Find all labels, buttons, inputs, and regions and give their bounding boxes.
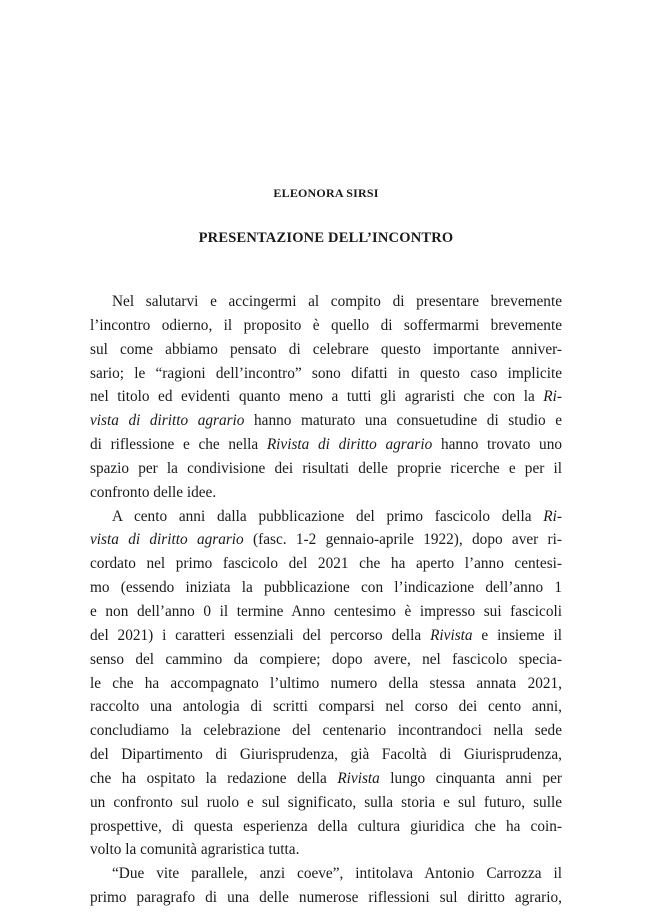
text-line (90, 481, 562, 505)
text-segment: (fasc. 1-2 gennaio-aprile 1922), dopo aver ri- (243, 531, 562, 549)
text-line (90, 672, 562, 696)
text-line (90, 433, 562, 457)
text-line (90, 505, 562, 529)
text-segment: e insieme il (472, 626, 562, 644)
text-line (90, 648, 562, 672)
text-segment: un confronto sul ruolo e sul significato, sulla storia e sul futuro, sulle (90, 793, 562, 811)
text-segment: confronto delle idee. (90, 483, 217, 501)
text-segment: primo paragrafo di una delle numerose riflessioni sul diritto agrario, (90, 889, 562, 907)
text-line (90, 552, 562, 576)
italic-text: Rivista di diritto agrario (266, 436, 433, 454)
text-segment: Nel salutarvi e accingermi al compito di presentare brevemente (112, 293, 562, 310)
text-line (90, 862, 562, 886)
author-name: ELEONORA SIRSI (273, 186, 379, 200)
text-segment: hanno maturato una consuetudine di studio e (244, 412, 563, 430)
italic-text: Rivista (337, 769, 380, 787)
text-segment: e non dell’anno 0 il termine Anno centesimo è impresso sui fascicoli (90, 602, 562, 620)
text-line (90, 290, 562, 314)
text-segment: prospettive, di questa esperienza della cultura giuridica che ha coin- (90, 817, 562, 835)
italic-text: Rivista (430, 626, 473, 644)
text-segment: senso del cammino da compiere; dopo avere, nel fascicolo specia- (90, 650, 562, 668)
text-line (90, 528, 562, 552)
text-line (90, 743, 562, 767)
italic-text: vista di diritto agrario (90, 412, 245, 430)
text-line (90, 600, 562, 624)
text-segment: raccolto una antologia di scritti comparsi nel corso dei cento anni, (90, 698, 562, 716)
text-segment: lungo cinquanta anni per (379, 769, 562, 787)
document-page (90, 0, 562, 917)
text-segment: spazio per la condivisione dei risultati delle proprie ricerche e per il (90, 459, 562, 477)
text-segment: hanno trovato uno (432, 436, 562, 454)
italic-text: vista di diritto agrario (90, 531, 244, 549)
text-line (90, 338, 562, 362)
text-line (90, 576, 562, 600)
text-line (90, 791, 562, 815)
text-segment: cordato nel primo fascicolo del 2021 che ha aperto l’anno centesi- (90, 555, 562, 573)
text-segment: le che ha accompagnato l’ultimo numero della stessa annata 2021, (90, 674, 562, 692)
text-line (90, 815, 562, 839)
text-line (90, 409, 562, 433)
text-line (90, 719, 562, 743)
text-segment: concludiamo la celebrazione del centenario incontrandoci nella sede (90, 722, 562, 740)
text-line (90, 457, 562, 481)
text-segment: l’incontro odierno, il proposito è quello di soffermarmi brevemente (90, 316, 562, 334)
text-segment: sul come abbiamo pensato di celebrare questo importante anniver- (90, 340, 562, 358)
text-segment: volto la comunità agraristica tutta. (90, 841, 300, 859)
text-segment: nel titolo ed evidenti quanto meno a tutti gli agraristi che con la (90, 388, 544, 406)
text-line (90, 838, 562, 862)
text-line (90, 886, 562, 910)
body-text (90, 290, 562, 910)
italic-text: Ri- (543, 507, 562, 525)
text-line (90, 624, 562, 648)
text-line (90, 362, 562, 386)
text-segment: mo (essendo iniziata la pubblicazione con l’indicazione dell’anno 1 (90, 579, 562, 597)
text-segment: “Due vite parallele, anzi coeve”, intitolava Antonio Carrozza il (112, 865, 562, 883)
text-segment: sario; le “ragioni dell’incontro” sono difatti in questo caso implicite (90, 364, 562, 382)
text-segment: A cento anni dalla pubblicazione del primo fascicolo della (112, 507, 544, 525)
text-segment: del 2021) i caratteri essenziali del percorso della (90, 626, 431, 644)
italic-text: Ri- (543, 388, 562, 406)
text-line (90, 385, 562, 409)
article-title: PRESENTAZIONE DELL’INCONTRO (198, 230, 454, 246)
text-segment: che ha ospitato la redazione della (90, 769, 338, 787)
text-line (90, 695, 562, 719)
text-line (90, 767, 562, 791)
text-segment: di riflessione e che nella (90, 436, 267, 454)
text-segment: del Dipartimento di Giurisprudenza, già Facoltà di Giurisprudenza, (90, 746, 562, 764)
text-line (90, 314, 562, 338)
